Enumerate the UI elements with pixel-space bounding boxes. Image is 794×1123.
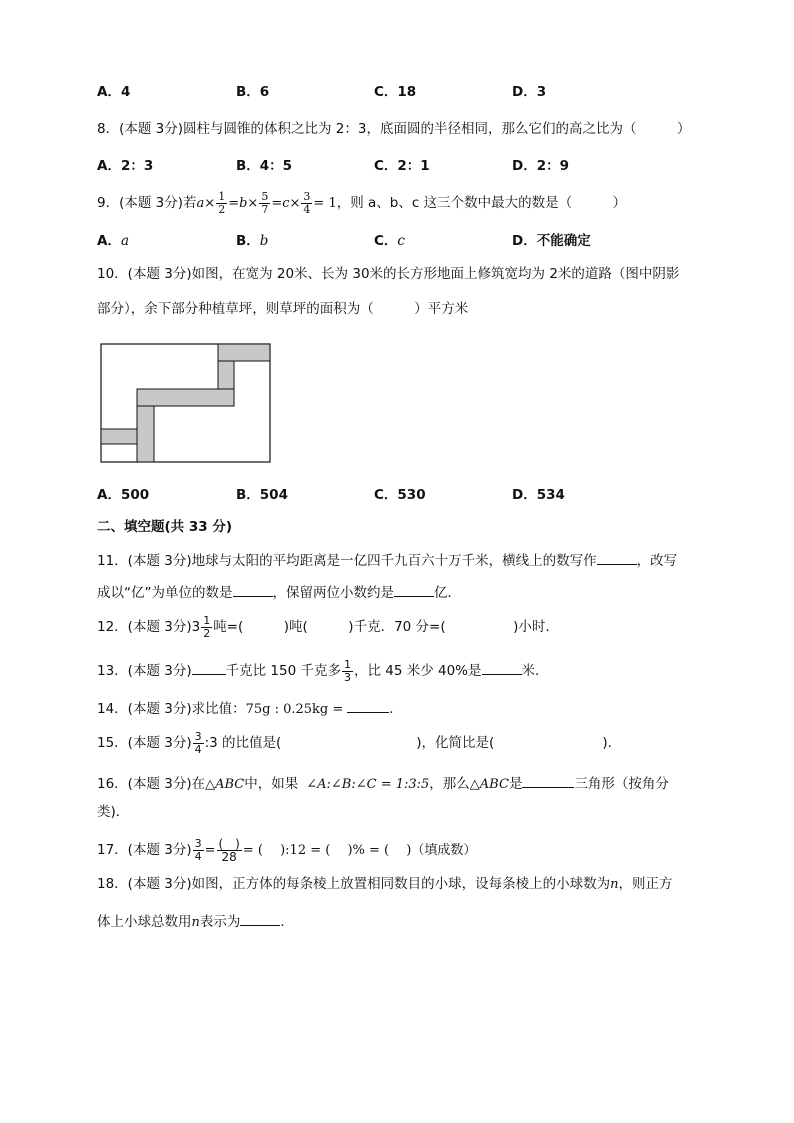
q18-line-2: 体上小球总数用n表示为 ．: [97, 911, 294, 932]
q9-eq-1: =: [228, 196, 240, 211]
q11-line-1: 11．(本题 3分)地球与太阳的平均距离是一亿四千九百六十万千米，横线上的数写作 ，改写: [97, 550, 677, 570]
q18-line-1: 18．(本题 3分)如图，正方体的每条棱上放置相同数目的小球，设每条棱上的小球数为n，则正方: [97, 876, 673, 892]
q10-option-d: D．534: [512, 487, 565, 503]
q8-option-b: B．4：5: [236, 158, 293, 174]
road-top-horizontal: [218, 344, 270, 361]
q16-line-2: 类)．: [97, 804, 130, 820]
q10-option-a: A．500: [97, 487, 150, 503]
q7-option-c: C．18: [374, 84, 417, 100]
q15-fraction: $\frac{3}{4}$: [194, 729, 202, 756]
q17-fraction-2: $\frac{( )}{28}$: [218, 836, 240, 864]
q10-road-figure: [100, 343, 272, 464]
q9-eq-2: =: [271, 196, 283, 211]
q9-var-b: b: [239, 196, 248, 211]
q9-question: [97, 188, 626, 219]
road-lower-vertical: [137, 406, 154, 462]
road-upper-vertical: [218, 361, 234, 389]
q11-blank-1: [597, 550, 637, 565]
q9-times-2: ×: [247, 196, 259, 211]
q16-triangle-1: △ABC: [205, 777, 245, 792]
q18-blank: [240, 911, 280, 926]
q11-blank-3: [394, 582, 434, 597]
q10-line-1: 10．(本题 3分)如图，在宽为 20米、长为 30米的长方形地面上修筑宽均为 2米的道路（图中阴影: [97, 266, 680, 282]
q13-blank-1: [192, 660, 226, 675]
q13-fraction: $\frac{1}{3}$: [343, 657, 351, 684]
section-heading-fill-in: 二、填空题(共 33 分): [97, 519, 233, 535]
q7-option-d: D．3: [512, 84, 547, 100]
q9-fraction-1: $\frac{1}{2}$: [218, 190, 226, 216]
q10-option-b: B．504: [236, 487, 288, 503]
road-left-horizontal: [101, 429, 137, 444]
q9-prefix: 9．(本题 3分)若: [97, 195, 197, 211]
q12-fraction: $\frac{1}{2}$: [203, 613, 211, 640]
q16-angle-ratio: ∠A:∠B:∠C = 1:3:5: [306, 777, 430, 792]
q9-times-3: ×: [289, 196, 301, 211]
q7-option-b: B．6: [236, 84, 270, 100]
q8-option-a: A．2：3: [97, 158, 154, 174]
q14-blank: [347, 698, 389, 713]
q16-triangle-2: △ABC: [469, 777, 509, 792]
q9-option-a: A．a: [97, 233, 130, 249]
q9-fraction-3: $\frac{3}{4}$: [303, 190, 311, 216]
q16-blank: [522, 773, 574, 788]
q8-option-c: C．2：1: [374, 158, 430, 174]
q12-question: 12．(本题 3分)3 $\frac{1}{2}$ 吨=( )吨( )千克．70 分=( )小时．: [97, 613, 559, 640]
road-middle-horizontal: [137, 389, 234, 406]
q14-question: 14．(本题 3分)求比值：75g : 0.25kg = ．: [97, 698, 403, 719]
q13-question: 13．(本题 3分) 千克比 150 千克多 $\frac{1}{3}$ ，比 45 米少 40%是 米．: [97, 657, 549, 684]
q15-question: 15．(本题 3分) $\frac{3}{4}$ :3 的比值是( )，化简比是( )．: [97, 729, 622, 756]
q9-option-d: D．不能确定: [512, 233, 591, 249]
q13-blank-2: [482, 660, 522, 675]
q11-blank-2: [233, 582, 273, 597]
q17-fraction-1: $\frac{3}{4}$: [194, 836, 202, 863]
q11-line-2: 成以“亿”为单位的数是 ，保留两位小数约是 亿．: [97, 582, 461, 602]
q9-option-b: B．b: [236, 233, 269, 249]
q7-option-a: A．4: [97, 84, 131, 100]
q18-var-n-2: n: [191, 915, 200, 930]
q9-eq-one: = 1: [313, 196, 337, 211]
q14-expression: 75g : 0.25kg =: [245, 702, 344, 717]
q9-suffix: ，则 a、b、c 这三个数中最大的数是（ ）: [336, 195, 627, 211]
q9-fraction-2: $\frac{5}{7}$: [261, 190, 269, 216]
q17-rest: = ( ):12 = ( )% = ( )（填成数）: [242, 843, 477, 858]
q18-var-n: n: [610, 877, 619, 892]
q10-option-c: C．530: [374, 487, 426, 503]
q9-option-c: C．c: [374, 233, 405, 249]
q9-var-c: c: [282, 196, 290, 211]
q8-question: 8．(本题 3分)圆柱与圆锥的体积之比为 2：3，底面圆的半径相同，那么它们的高之比为（ ）: [97, 121, 691, 137]
q8-option-d: D．2：9: [512, 158, 569, 174]
q9-var-a: a: [196, 196, 205, 211]
q17-question: 17．(本题 3分) $\frac{3}{4}$ = $\frac{( )}{28}$ = ( ):12 = ( )% = ( )（填成数）: [97, 836, 477, 864]
q16-line-1: 16．(本题 3分)在△ABC中，如果 ∠A:∠B:∠C = 1:3:5，那么△ABC是 三角形（按角分: [97, 773, 669, 794]
q10-line-2: 部分），余下部分种植草坪，则草坪的面积为（ ）平方米: [97, 301, 469, 317]
q9-times-1: ×: [204, 196, 216, 211]
